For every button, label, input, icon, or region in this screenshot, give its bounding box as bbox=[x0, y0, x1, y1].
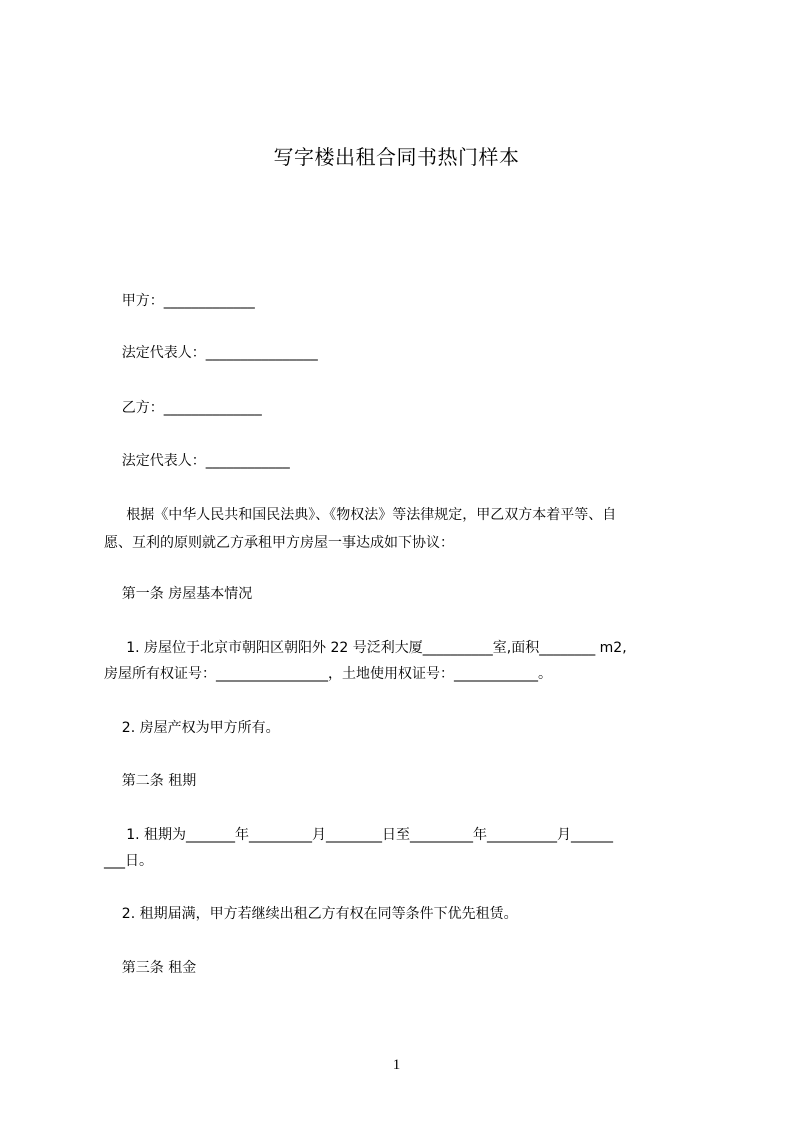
article-3-heading: 第三条 租金 bbox=[104, 960, 197, 976]
article-1-clause-1-line-1: 1. 房屋位于北京市朝阳区朝阳外 22 号泛利大厦__________室,面积________ m2, bbox=[104, 640, 627, 656]
party-a-line: 甲方：_____________ bbox=[104, 293, 255, 309]
page-number: 1 bbox=[392, 1057, 401, 1073]
party-b-line: 乙方：______________ bbox=[104, 400, 262, 416]
article-2-clause-1-line-1: 1. 租期为_______年_________月________日至_________年__________月______ bbox=[104, 827, 614, 843]
preamble-line-1: 根据《中华人民共和国民法典》、《物权法》等法律规定，甲乙双方本着平等、自 bbox=[104, 507, 617, 523]
party-a-representative-line: 法定代表人：________________ bbox=[104, 345, 318, 361]
preamble-line-2: 愿、互利的原则就乙方承租甲方房屋一事达成如下协议： bbox=[104, 535, 454, 551]
document-title: 写字楼出租合同书热门样本 bbox=[273, 145, 520, 169]
article-2-clause-2: 2. 租期届满，甲方若继续出租乙方有权在同等条件下优先租赁。 bbox=[104, 906, 518, 922]
article-1-heading: 第一条 房屋基本情况 bbox=[104, 586, 253, 602]
article-2-heading: 第二条 租期 bbox=[104, 773, 197, 789]
party-b-representative-line: 法定代表人：____________ bbox=[104, 453, 290, 469]
article-2-clause-1-line-2: ___日。 bbox=[104, 853, 153, 869]
article-1-clause-1-line-2: 房屋所有权证号：________________，土地使用权证号：____________。 bbox=[104, 666, 552, 682]
article-1-clause-2: 2. 房屋产权为甲方所有。 bbox=[104, 720, 280, 736]
